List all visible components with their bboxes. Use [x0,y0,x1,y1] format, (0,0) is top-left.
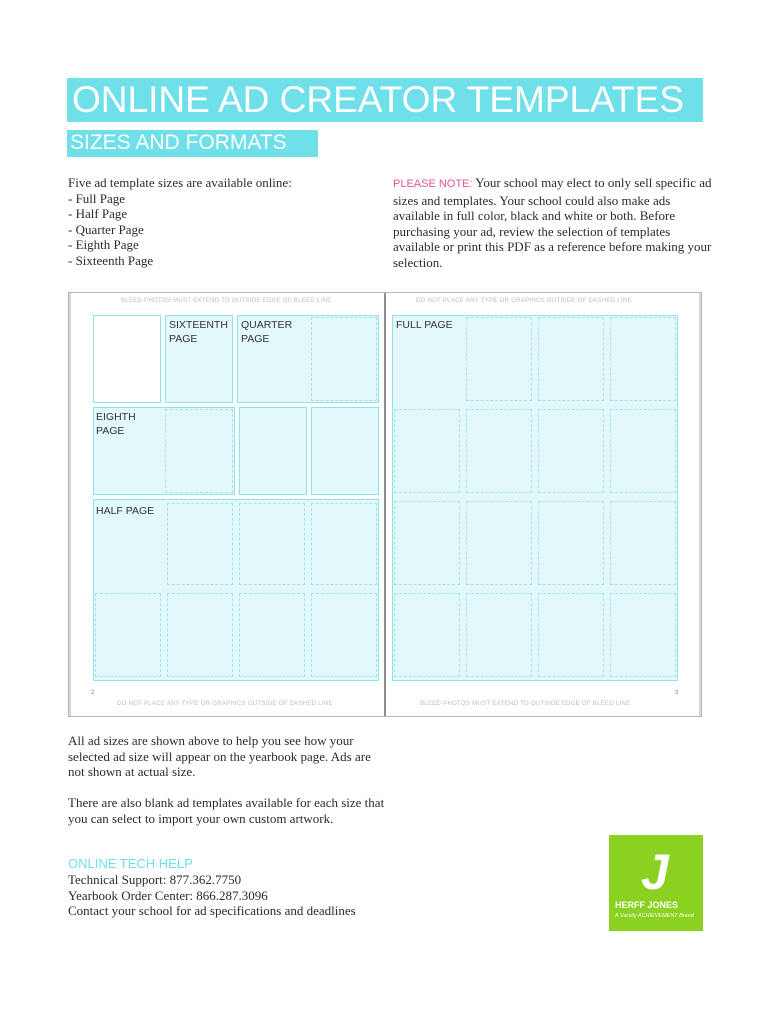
title-band [67,78,703,122]
eighth-page-label: EIGHTH PAGE [96,411,136,437]
yearbook-spread [68,292,702,717]
note-text [393,175,713,270]
page-subtitle: SIZES AND FORMATS [70,131,287,154]
help-line: Yearbook Order Center: 866.287.3096 [68,887,268,903]
help-line: Contact your school for ad specifications and deadlines [68,903,356,918]
eighth-guide [165,409,233,493]
grid-guide [538,409,604,493]
size-item: - Sixteenth Page [68,252,154,268]
grid-guide [394,501,460,585]
size-item: - Full Page [68,190,126,206]
grid-guide [394,409,460,493]
grid-guide [239,593,305,677]
page-number-right: 3 [675,690,679,696]
top-slug-left: BLEED PHOTOS MUST EXTEND TO OUTSIDE EDGE OF BLEED LINE [121,298,332,304]
logo-mark-icon: J [641,844,669,900]
grid-guide [239,503,305,585]
help-line: Technical Support: 877.362.7750 [68,872,242,887]
grid-guide [610,317,676,401]
grid-guide [311,593,377,677]
intro-lead: Five ad template sizes are available online: [68,175,292,190]
sixteenth-page-label: SIXTEENTH PAGE [169,319,228,345]
half-page-label: HALF PAGE [96,505,155,517]
page-title: ONLINE AD CREATOR TEMPLATES [72,79,685,120]
grid-guide [538,317,604,401]
grid-guide [167,503,233,585]
grid-guide [466,501,532,585]
grid-guide [610,501,676,585]
size-item: - Quarter Page [68,221,144,237]
note-label: PLEASE NOTE: [393,178,473,190]
size-item: - Half Page [68,206,128,221]
note-body: Your school may elect to only sell specific ad sizes and templates. Your school could also make ads available in full color, black and white or both. Before purchasing your ad, review the selection of templates available or print this PDF as a reference before making your selection. [393,175,712,270]
intro-text [68,175,292,268]
size-item: - Eighth Page [68,237,139,252]
help-title: ONLINE TECH HELP [68,856,193,871]
grid-guide [466,409,532,493]
blank-cell [93,315,161,403]
grid-guide [610,409,676,493]
subtitle-band [67,130,318,157]
quarter-page-label: QUARTER PAGE [241,319,293,345]
bottom-slug-right: BLEED PHOTOS MUST EXTEND TO OUTSIDE EDGE OF BLEED LINE [420,701,631,707]
grid-guide [538,593,604,677]
grid-guide [167,593,233,677]
grid-guide [95,593,161,677]
grid-guide [466,317,532,401]
full-page-label: FULL PAGE [396,319,453,331]
grid-guide [538,501,604,585]
logo-tagline: A Varsity ACHIEVEMENT Brand [615,913,694,919]
top-slug-right: DO NOT PLACE ANY TYPE OR GRAPHICS OUTSIDE OF DASHED LINE [416,298,632,304]
quarter-guide [311,317,377,401]
logo-brand: HERFF JONES [615,900,679,910]
bottom-slug-left: DO NOT PLACE ANY TYPE OR GRAPHICS OUTSIDE OF DASHED LINE [117,701,333,707]
grid-cell [311,407,379,495]
grid-guide [394,593,460,677]
grid-cell [239,407,307,495]
grid-guide [466,593,532,677]
herff-jones-logo [609,835,703,931]
right-page [386,293,699,716]
left-page [71,293,385,716]
grid-guide [610,593,676,677]
grid-guide [311,503,377,585]
page-number-left: 2 [91,690,95,696]
help-lines [68,872,368,919]
body-paragraph-1: All ad sizes are shown above to help you see how your selected ad size will appear on the yearbook page. Ads are not shown at actual size. [68,733,371,779]
body-paragraph-2: There are also blank ad templates available for each size that you can select to import your own custom artwork. [68,795,385,826]
